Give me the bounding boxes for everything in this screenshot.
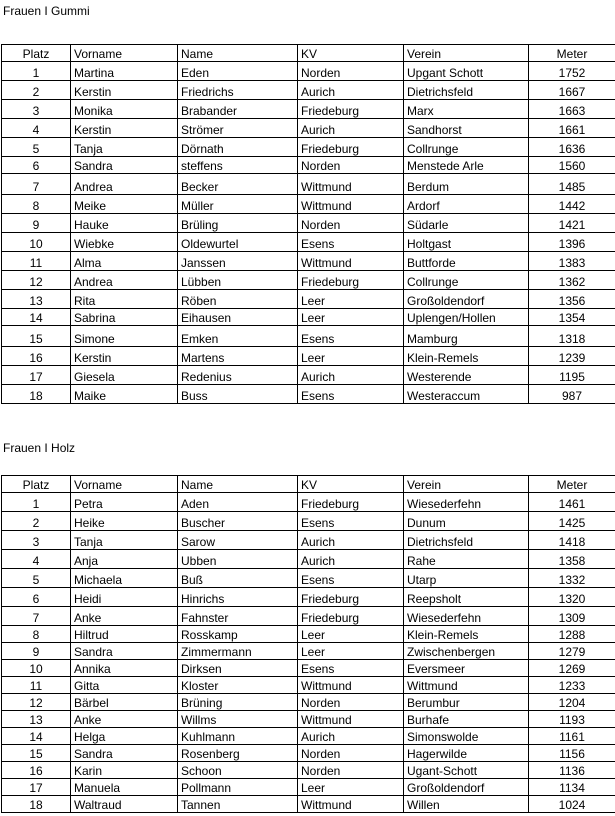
cell-name: Dörnath [178, 138, 298, 157]
cell-kv: Wittmund [298, 195, 404, 214]
column-header-platz: Platz [2, 45, 71, 62]
cell-kv: Esens [298, 233, 404, 252]
cell-meter: 1425 [529, 512, 615, 531]
cell-name: Becker [178, 174, 298, 195]
cell-vorname: Kerstin [71, 347, 178, 366]
cell-verein: Menstede Arle [404, 157, 529, 174]
table-row [2, 728, 615, 745]
cell-verein: Burhafe [404, 711, 529, 728]
cell-meter: 1383 [529, 252, 615, 271]
table-row [2, 100, 615, 119]
cell-kv: Friedeburg [298, 607, 404, 626]
cell-meter: 1309 [529, 607, 615, 626]
cell-kv: Esens [298, 512, 404, 531]
cell-verein: Dietrichsfeld [404, 531, 529, 550]
cell-vorname: Annika [71, 660, 178, 677]
cell-meter: 1156 [529, 745, 615, 762]
cell-name: Willms [178, 711, 298, 728]
table-row [2, 195, 615, 214]
cell-platz: 1 [2, 62, 71, 81]
cell-verein: Reepsholt [404, 588, 529, 607]
cell-vorname: Petra [71, 493, 178, 512]
cell-vorname: Monika [71, 100, 178, 119]
cell-vorname: Sandra [71, 745, 178, 762]
cell-meter: 1239 [529, 347, 615, 366]
cell-verein: Westerende [404, 366, 529, 385]
cell-platz: 14 [2, 728, 71, 745]
cell-platz: 3 [2, 100, 71, 119]
table-row [2, 588, 615, 607]
cell-vorname: Gitta [71, 677, 178, 694]
cell-kv: Esens [298, 569, 404, 588]
cell-vorname: Sandra [71, 157, 178, 174]
cell-kv: Leer [298, 347, 404, 366]
cell-name: Buß [178, 569, 298, 588]
cell-verein: Simonswolde [404, 728, 529, 745]
cell-verein: Großoldendorf [404, 779, 529, 796]
cell-vorname: Tanja [71, 138, 178, 157]
cell-verein: Willen [404, 796, 529, 813]
cell-name: Hinrichs [178, 588, 298, 607]
table-row [2, 233, 615, 252]
cell-vorname: Rita [71, 290, 178, 309]
cell-meter: 1560 [529, 157, 615, 174]
cell-vorname: Manuela [71, 779, 178, 796]
cell-verein: Dietrichsfeld [404, 81, 529, 100]
table-row [2, 762, 615, 779]
cell-kv: Friedeburg [298, 100, 404, 119]
table-row [2, 271, 615, 290]
table-row [2, 493, 615, 512]
column-header-vorname: Vorname [71, 476, 178, 493]
table-row [2, 214, 615, 233]
cell-name: Redenius [178, 366, 298, 385]
cell-platz: 11 [2, 252, 71, 271]
cell-name: Martens [178, 347, 298, 366]
table-row [2, 138, 615, 157]
cell-vorname: Andrea [71, 271, 178, 290]
column-header-platz: Platz [2, 476, 71, 493]
cell-meter: 1136 [529, 762, 615, 779]
cell-platz: 4 [2, 119, 71, 138]
cell-platz: 4 [2, 550, 71, 569]
cell-platz: 13 [2, 290, 71, 309]
cell-name: Buscher [178, 512, 298, 531]
table-row [2, 252, 615, 271]
cell-vorname: Anja [71, 550, 178, 569]
table-row [2, 347, 615, 366]
cell-kv: Friedeburg [298, 271, 404, 290]
cell-kv: Aurich [298, 366, 404, 385]
table-row [2, 62, 615, 81]
cell-kv: Wittmund [298, 252, 404, 271]
cell-platz: 16 [2, 347, 71, 366]
cell-verein: Hagerwilde [404, 745, 529, 762]
cell-name: Müller [178, 195, 298, 214]
cell-platz: 13 [2, 711, 71, 728]
column-header-name: Name [178, 45, 298, 62]
cell-vorname: Anke [71, 711, 178, 728]
cell-verein: Wittmund [404, 677, 529, 694]
column-header-verein: Verein [404, 476, 529, 493]
cell-platz: 11 [2, 677, 71, 694]
cell-vorname: Kerstin [71, 119, 178, 138]
cell-vorname: Kerstin [71, 81, 178, 100]
cell-verein: Südarle [404, 214, 529, 233]
cell-vorname: Michaela [71, 569, 178, 588]
cell-platz: 2 [2, 512, 71, 531]
table-row [2, 119, 615, 138]
cell-platz: 9 [2, 214, 71, 233]
cell-name: Oldewurtel [178, 233, 298, 252]
results-table-gummi [1, 44, 615, 404]
cell-vorname: Martina [71, 62, 178, 81]
cell-verein: Holtgast [404, 233, 529, 252]
cell-meter: 1358 [529, 550, 615, 569]
cell-kv: Friedeburg [298, 493, 404, 512]
cell-vorname: Hauke [71, 214, 178, 233]
cell-vorname: Maike [71, 385, 178, 404]
column-header-vorname: Vorname [71, 45, 178, 62]
cell-name: Emken [178, 326, 298, 347]
cell-meter: 1418 [529, 531, 615, 550]
cell-name: steffens [178, 157, 298, 174]
cell-name: Lübben [178, 271, 298, 290]
cell-vorname: Heidi [71, 588, 178, 607]
table-row [2, 694, 615, 711]
cell-platz: 15 [2, 326, 71, 347]
cell-name: Rosenberg [178, 745, 298, 762]
cell-vorname: Karin [71, 762, 178, 779]
column-header-kv: KV [298, 45, 404, 62]
table-row [2, 779, 615, 796]
cell-verein: Collrunge [404, 271, 529, 290]
table-row [2, 796, 615, 813]
section-title-gummi: Frauen I Gummi [3, 4, 90, 18]
cell-platz: 5 [2, 569, 71, 588]
cell-name: Kloster [178, 677, 298, 694]
table-row [2, 385, 615, 404]
cell-meter: 1279 [529, 643, 615, 660]
cell-verein: Zwischenbergen [404, 643, 529, 660]
cell-name: Tannen [178, 796, 298, 813]
cell-kv: Leer [298, 290, 404, 309]
cell-verein: Berumbur [404, 694, 529, 711]
cell-verein: Uplengen/Hollen [404, 309, 529, 326]
table-row [2, 531, 615, 550]
column-header-meter: Meter [529, 45, 615, 62]
cell-meter: 1269 [529, 660, 615, 677]
cell-kv: Esens [298, 326, 404, 347]
cell-verein: Großoldendorf [404, 290, 529, 309]
cell-platz: 10 [2, 233, 71, 252]
table-row [2, 607, 615, 626]
cell-kv: Norden [298, 745, 404, 762]
cell-verein: Wiesederfehn [404, 493, 529, 512]
cell-name: Kuhlmann [178, 728, 298, 745]
cell-meter: 1195 [529, 366, 615, 385]
cell-meter: 1161 [529, 728, 615, 745]
cell-meter: 1661 [529, 119, 615, 138]
column-header-verein: Verein [404, 45, 529, 62]
column-header-kv: KV [298, 476, 404, 493]
cell-platz: 6 [2, 588, 71, 607]
cell-verein: Buttforde [404, 252, 529, 271]
table-row [2, 660, 615, 677]
cell-platz: 2 [2, 81, 71, 100]
table-row [2, 309, 615, 326]
cell-name: Friedrichs [178, 81, 298, 100]
cell-kv: Leer [298, 626, 404, 643]
cell-verein: Utarp [404, 569, 529, 588]
cell-meter: 1134 [529, 779, 615, 796]
cell-platz: 12 [2, 271, 71, 290]
cell-name: Strömer [178, 119, 298, 138]
table-row [2, 174, 615, 195]
cell-platz: 14 [2, 309, 71, 326]
cell-platz: 3 [2, 531, 71, 550]
cell-platz: 1 [2, 493, 71, 512]
table-row [2, 677, 615, 694]
table-row [2, 745, 615, 762]
section-title-holz: Frauen I Holz [3, 441, 76, 455]
cell-platz: 7 [2, 607, 71, 626]
header-row [2, 45, 615, 62]
cell-meter: 1356 [529, 290, 615, 309]
cell-name: Ubben [178, 550, 298, 569]
cell-name: Aden [178, 493, 298, 512]
cell-meter: 1332 [529, 569, 615, 588]
cell-kv: Norden [298, 694, 404, 711]
cell-verein: Collrunge [404, 138, 529, 157]
table-row [2, 512, 615, 531]
cell-vorname: Giesela [71, 366, 178, 385]
cell-kv: Wittmund [298, 677, 404, 694]
cell-verein: Westeraccum [404, 385, 529, 404]
cell-kv: Aurich [298, 119, 404, 138]
cell-meter: 987 [529, 385, 615, 404]
cell-platz: 8 [2, 626, 71, 643]
cell-name: Brabander [178, 100, 298, 119]
cell-kv: Wittmund [298, 711, 404, 728]
table-row [2, 626, 615, 643]
cell-vorname: Sabrina [71, 309, 178, 326]
cell-verein: Marx [404, 100, 529, 119]
table-row [2, 81, 615, 100]
cell-verein: Rahe [404, 550, 529, 569]
cell-meter: 1233 [529, 677, 615, 694]
cell-verein: Mamburg [404, 326, 529, 347]
cell-name: Rosskamp [178, 626, 298, 643]
cell-platz: 7 [2, 174, 71, 195]
cell-meter: 1485 [529, 174, 615, 195]
cell-meter: 1024 [529, 796, 615, 813]
cell-vorname: Anke [71, 607, 178, 626]
table-row [2, 326, 615, 347]
cell-platz: 18 [2, 796, 71, 813]
cell-meter: 1320 [529, 588, 615, 607]
cell-kv: Aurich [298, 531, 404, 550]
cell-verein: Dunum [404, 512, 529, 531]
cell-vorname: Meike [71, 195, 178, 214]
cell-name: Eihausen [178, 309, 298, 326]
cell-name: Sarow [178, 531, 298, 550]
cell-platz: 15 [2, 745, 71, 762]
cell-kv: Aurich [298, 550, 404, 569]
cell-vorname: Hiltrud [71, 626, 178, 643]
cell-name: Schoon [178, 762, 298, 779]
table-row [2, 550, 615, 569]
cell-name: Eden [178, 62, 298, 81]
cell-meter: 1461 [529, 493, 615, 512]
cell-meter: 1667 [529, 81, 615, 100]
cell-kv: Leer [298, 309, 404, 326]
cell-name: Buss [178, 385, 298, 404]
results-table-holz [1, 475, 615, 813]
cell-name: Fahnster [178, 607, 298, 626]
cell-meter: 1204 [529, 694, 615, 711]
cell-platz: 8 [2, 195, 71, 214]
cell-verein: Eversmeer [404, 660, 529, 677]
header-row [2, 476, 615, 493]
cell-kv: Norden [298, 157, 404, 174]
cell-kv: Norden [298, 214, 404, 233]
table-row [2, 711, 615, 728]
table-row [2, 643, 615, 660]
cell-verein: Ugant-Schott [404, 762, 529, 779]
cell-kv: Wittmund [298, 174, 404, 195]
cell-vorname: Wiebke [71, 233, 178, 252]
cell-vorname: Bärbel [71, 694, 178, 711]
cell-platz: 10 [2, 660, 71, 677]
cell-meter: 1396 [529, 233, 615, 252]
cell-platz: 5 [2, 138, 71, 157]
cell-meter: 1354 [529, 309, 615, 326]
cell-name: Dirksen [178, 660, 298, 677]
cell-name: Janssen [178, 252, 298, 271]
cell-platz: 17 [2, 366, 71, 385]
cell-verein: Klein-Remels [404, 626, 529, 643]
table-row [2, 569, 615, 588]
cell-name: Pollmann [178, 779, 298, 796]
cell-name: Zimmermann [178, 643, 298, 660]
table-row [2, 157, 615, 174]
cell-verein: Ardorf [404, 195, 529, 214]
cell-vorname: Andrea [71, 174, 178, 195]
cell-verein: Wiesederfehn [404, 607, 529, 626]
cell-name: Röben [178, 290, 298, 309]
cell-name: Brüning [178, 694, 298, 711]
cell-kv: Aurich [298, 728, 404, 745]
cell-platz: 17 [2, 779, 71, 796]
cell-vorname: Helga [71, 728, 178, 745]
cell-vorname: Waltraud [71, 796, 178, 813]
cell-kv: Aurich [298, 81, 404, 100]
cell-kv: Leer [298, 779, 404, 796]
cell-kv: Friedeburg [298, 588, 404, 607]
cell-vorname: Tanja [71, 531, 178, 550]
cell-platz: 16 [2, 762, 71, 779]
cell-verein: Klein-Remels [404, 347, 529, 366]
cell-meter: 1636 [529, 138, 615, 157]
cell-kv: Leer [298, 643, 404, 660]
cell-kv: Wittmund [298, 796, 404, 813]
cell-vorname: Simone [71, 326, 178, 347]
cell-meter: 1442 [529, 195, 615, 214]
cell-platz: 18 [2, 385, 71, 404]
cell-kv: Friedeburg [298, 138, 404, 157]
cell-meter: 1193 [529, 711, 615, 728]
table-row [2, 290, 615, 309]
column-header-meter: Meter [529, 476, 615, 493]
cell-meter: 1362 [529, 271, 615, 290]
cell-meter: 1318 [529, 326, 615, 347]
cell-platz: 6 [2, 157, 71, 174]
column-header-name: Name [178, 476, 298, 493]
cell-vorname: Sandra [71, 643, 178, 660]
cell-meter: 1288 [529, 626, 615, 643]
cell-verein: Berdum [404, 174, 529, 195]
cell-meter: 1421 [529, 214, 615, 233]
cell-meter: 1663 [529, 100, 615, 119]
cell-verein: Sandhorst [404, 119, 529, 138]
cell-vorname: Alma [71, 252, 178, 271]
cell-name: Brüling [178, 214, 298, 233]
cell-vorname: Heike [71, 512, 178, 531]
cell-kv: Esens [298, 660, 404, 677]
cell-platz: 12 [2, 694, 71, 711]
cell-kv: Esens [298, 385, 404, 404]
table-row [2, 366, 615, 385]
cell-meter: 1752 [529, 62, 615, 81]
cell-verein: Upgant Schott [404, 62, 529, 81]
cell-platz: 9 [2, 643, 71, 660]
cell-kv: Norden [298, 762, 404, 779]
cell-kv: Norden [298, 62, 404, 81]
